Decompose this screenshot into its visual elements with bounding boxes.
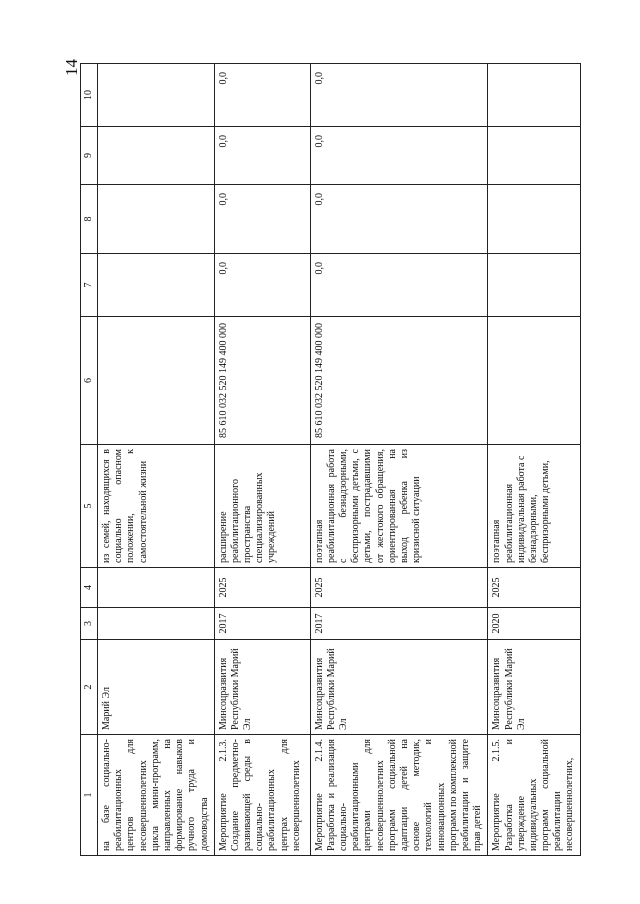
result-cell: из семей, находящихся в социально опасном положении, к самостоятельной жизни (98, 445, 215, 568)
col-header-8: 8 (81, 185, 98, 254)
col-header-6: 6 (81, 317, 98, 445)
value-cell: 0,0 (310, 127, 488, 185)
start-year-cell: 2017 (214, 608, 310, 640)
value-cell: 0,0 (310, 64, 488, 127)
header-row (81, 64, 98, 856)
col-header-4: 4 (81, 568, 98, 608)
value-cell (488, 127, 580, 185)
budget-code-cell: 85 610 032 520 149 400 000 (214, 317, 310, 445)
end-year-cell: 2025 (214, 568, 310, 608)
program-table (80, 63, 581, 856)
result-cell: поэтапная реабилитационная индивидуальная работа с безнадзорными, беспризорными детьми, (488, 445, 580, 568)
value-cell (98, 185, 215, 254)
end-year-cell: 2025 (310, 568, 488, 608)
col-header-2: 2 (81, 640, 98, 735)
col-header-5: 5 (81, 445, 98, 568)
table-row (488, 64, 580, 856)
start-year-cell: 2020 (488, 608, 580, 640)
value-cell (98, 127, 215, 185)
page-number: 14 (62, 59, 81, 76)
col-header-7: 7 (81, 254, 98, 317)
executor-cell: Минсоцразвития Республики Марий Эл (310, 640, 488, 735)
value-cell (98, 254, 215, 317)
table-row (98, 64, 215, 856)
value-cell: 0,0 (310, 185, 488, 254)
value-cell (488, 64, 580, 127)
end-year-cell: 2025 (488, 568, 580, 608)
value-cell: 0,0 (214, 64, 310, 127)
table-row (310, 64, 488, 856)
col-header-3: 3 (81, 608, 98, 640)
measure-cell: на базе социально-реабилитационных центров для несовершеннолетних цикла мини-программ, направленных на формирование навыков ручного труда и домоводства (98, 735, 215, 856)
col-header-9: 9 (81, 127, 98, 185)
col-header-10: 10 (81, 64, 98, 127)
result-cell: расширение реабилитационного пространства специализированных учреждений (214, 445, 310, 568)
end-year-cell (98, 568, 215, 608)
value-cell: 0,0 (214, 185, 310, 254)
start-year-cell: 2017 (310, 608, 488, 640)
budget-code-cell (98, 317, 215, 445)
budget-code-cell: 85 610 032 520 149 400 000 (310, 317, 488, 445)
executor-cell: Минсоцразвития Республики Марий Эл (488, 640, 580, 735)
measure-cell: Мероприятие 2.1.5. Разработка и утверждение индивидуальных программ социальной реабилитации несовершеннолетних, (488, 735, 580, 856)
value-cell (488, 254, 580, 317)
budget-code-cell (488, 317, 580, 445)
result-cell: поэтапная реабилитационная работа с безнадзорными, беспризорными детьми, с детьми, пострадавшими от жестокого обращения, ориентированная на выход ребенка из кризисной ситуации (310, 445, 488, 568)
start-year-cell (98, 608, 215, 640)
value-cell: 0,0 (214, 127, 310, 185)
value-cell (488, 185, 580, 254)
executor-cell: Минсоцразвития Республики Марий Эл (214, 640, 310, 735)
value-cell: 0,0 (214, 254, 310, 317)
value-cell: 0,0 (310, 254, 488, 317)
col-header-1: 1 (81, 735, 98, 856)
table-row (214, 64, 310, 856)
executor-cell: Марий Эл (98, 640, 215, 735)
value-cell (98, 64, 215, 127)
measure-cell: Мероприятие 2.1.3. Создание предметно-развивающей среды в социально-реабилитационных центрах для несовершеннолетних (214, 735, 310, 856)
measure-cell: Мероприятие 2.1.4. Разработка и реализация социально-реабилитационными центрами для несовершеннолетних программ социальной адаптации детей на основе методик, технологий и инновационных программ по комплексной реабилитации и защите прав детей (310, 735, 488, 856)
